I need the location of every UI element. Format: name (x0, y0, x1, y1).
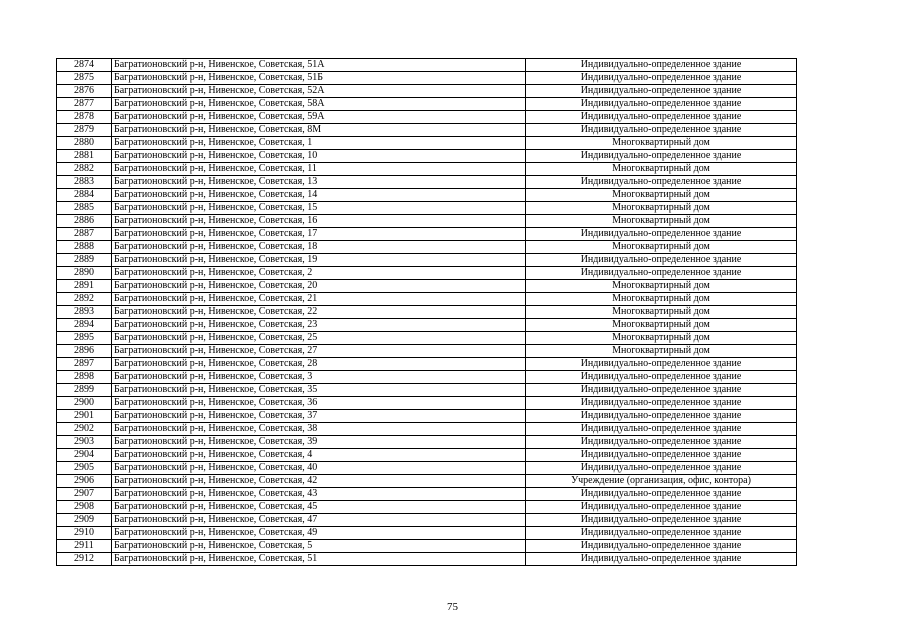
row-number-cell: 2903 (57, 436, 112, 449)
row-number-cell: 2909 (57, 514, 112, 527)
building-type-cell: Индивидуально-определенное здание (526, 436, 797, 449)
table-row (57, 410, 797, 423)
building-type-cell: Индивидуально-определенное здание (526, 371, 797, 384)
address-cell: Багратионовский р-н, Нивенское, Советская, 23 (112, 319, 526, 332)
building-type-cell: Индивидуально-определенное здание (526, 176, 797, 189)
table-row (57, 267, 797, 280)
table-row (57, 488, 797, 501)
row-number-cell: 2889 (57, 254, 112, 267)
table-row (57, 254, 797, 267)
building-type-cell: Индивидуально-определенное здание (526, 59, 797, 72)
building-type-cell: Индивидуально-определенное здание (526, 423, 797, 436)
table-row (57, 423, 797, 436)
row-number-cell: 2877 (57, 98, 112, 111)
table-row (57, 202, 797, 215)
table-row (57, 72, 797, 85)
row-number-cell: 2885 (57, 202, 112, 215)
address-cell: Багратионовский р-н, Нивенское, Советская, 19 (112, 254, 526, 267)
address-cell: Багратионовский р-н, Нивенское, Советская, 2 (112, 267, 526, 280)
address-cell: Багратионовский р-н, Нивенское, Советская, 58А (112, 98, 526, 111)
building-type-cell: Индивидуально-определенное здание (526, 540, 797, 553)
address-cell: Багратионовский р-н, Нивенское, Советская, 3 (112, 371, 526, 384)
building-type-cell: Индивидуально-определенное здание (526, 514, 797, 527)
row-number-cell: 2907 (57, 488, 112, 501)
building-type-cell: Индивидуально-определенное здание (526, 410, 797, 423)
address-cell: Багратионовский р-н, Нивенское, Советская, 43 (112, 488, 526, 501)
row-number-cell: 2897 (57, 358, 112, 371)
building-type-cell: Индивидуально-определенное здание (526, 397, 797, 410)
building-type-cell: Многоквартирный дом (526, 215, 797, 228)
table-row (57, 241, 797, 254)
table-row (57, 384, 797, 397)
row-number-cell: 2884 (57, 189, 112, 202)
building-type-cell: Индивидуально-определенное здание (526, 527, 797, 540)
table-row (57, 540, 797, 553)
table-row (57, 98, 797, 111)
address-cell: Багратионовский р-н, Нивенское, Советская, 52А (112, 85, 526, 98)
table-row (57, 371, 797, 384)
row-number-cell: 2895 (57, 332, 112, 345)
building-type-cell: Индивидуально-определенное здание (526, 98, 797, 111)
address-cell: Багратионовский р-н, Нивенское, Советская, 45 (112, 501, 526, 514)
address-cell: Багратионовский р-н, Нивенское, Советская, 40 (112, 462, 526, 475)
table-row (57, 436, 797, 449)
table-row (57, 332, 797, 345)
table-row (57, 59, 797, 72)
row-number-cell: 2901 (57, 410, 112, 423)
page-number: 75 (447, 601, 458, 613)
address-cell: Багратионовский р-н, Нивенское, Советская, 37 (112, 410, 526, 423)
building-type-cell: Индивидуально-определенное здание (526, 150, 797, 163)
row-number-cell: 2912 (57, 553, 112, 566)
table-row (57, 514, 797, 527)
building-type-cell: Многоквартирный дом (526, 189, 797, 202)
address-cell: Багратионовский р-н, Нивенское, Советская, 36 (112, 397, 526, 410)
table-row (57, 293, 797, 306)
address-cell: Багратионовский р-н, Нивенское, Советская, 27 (112, 345, 526, 358)
table-row (57, 306, 797, 319)
row-number-cell: 2876 (57, 85, 112, 98)
row-number-cell: 2905 (57, 462, 112, 475)
table-row (57, 85, 797, 98)
address-cell: Багратионовский р-н, Нивенское, Советская, 25 (112, 332, 526, 345)
row-number-cell: 2881 (57, 150, 112, 163)
address-cell: Багратионовский р-н, Нивенское, Советская, 51Б (112, 72, 526, 85)
table-row (57, 527, 797, 540)
building-type-cell: Учреждение (организация, офис, контора) (526, 475, 797, 488)
table-row (57, 124, 797, 137)
building-type-cell: Индивидуально-определенное здание (526, 72, 797, 85)
address-cell: Багратионовский р-н, Нивенское, Советская, 42 (112, 475, 526, 488)
address-cell: Багратионовский р-н, Нивенское, Советская, 47 (112, 514, 526, 527)
table-row (57, 189, 797, 202)
building-type-cell: Многоквартирный дом (526, 202, 797, 215)
row-number-cell: 2898 (57, 371, 112, 384)
row-number-cell: 2878 (57, 111, 112, 124)
building-type-cell: Многоквартирный дом (526, 319, 797, 332)
building-type-cell: Индивидуально-определенное здание (526, 449, 797, 462)
table-row (57, 150, 797, 163)
row-number-cell: 2896 (57, 345, 112, 358)
table-row (57, 111, 797, 124)
building-type-cell: Многоквартирный дом (526, 306, 797, 319)
address-cell: Багратионовский р-н, Нивенское, Советская, 8М (112, 124, 526, 137)
building-type-cell: Многоквартирный дом (526, 280, 797, 293)
row-number-cell: 2892 (57, 293, 112, 306)
building-type-cell: Индивидуально-определенное здание (526, 553, 797, 566)
row-number-cell: 2906 (57, 475, 112, 488)
building-type-cell: Индивидуально-определенное здание (526, 228, 797, 241)
table-row (57, 501, 797, 514)
address-cell: Багратионовский р-н, Нивенское, Советская, 51А (112, 59, 526, 72)
building-type-cell: Индивидуально-определенное здание (526, 124, 797, 137)
row-number-cell: 2904 (57, 449, 112, 462)
building-type-cell: Индивидуально-определенное здание (526, 462, 797, 475)
building-type-cell: Многоквартирный дом (526, 241, 797, 254)
table-row (57, 215, 797, 228)
address-cell: Багратионовский р-н, Нивенское, Советская, 16 (112, 215, 526, 228)
row-number-cell: 2879 (57, 124, 112, 137)
row-number-cell: 2886 (57, 215, 112, 228)
row-number-cell: 2894 (57, 319, 112, 332)
registry-table-body (57, 59, 797, 566)
address-cell: Багратионовский р-н, Нивенское, Советская, 14 (112, 189, 526, 202)
address-cell: Багратионовский р-н, Нивенское, Советская, 11 (112, 163, 526, 176)
row-number-cell: 2883 (57, 176, 112, 189)
row-number-cell: 2891 (57, 280, 112, 293)
address-cell: Багратионовский р-н, Нивенское, Советская, 49 (112, 527, 526, 540)
row-number-cell: 2902 (57, 423, 112, 436)
table-row (57, 449, 797, 462)
address-cell: Багратионовский р-н, Нивенское, Советская, 39 (112, 436, 526, 449)
table-row (57, 358, 797, 371)
address-cell: Багратионовский р-н, Нивенское, Советская, 21 (112, 293, 526, 306)
address-cell: Багратионовский р-н, Нивенское, Советская, 10 (112, 150, 526, 163)
building-type-cell: Индивидуально-определенное здание (526, 384, 797, 397)
table-row (57, 553, 797, 566)
building-type-cell: Многоквартирный дом (526, 332, 797, 345)
table-row (57, 397, 797, 410)
table-row (57, 163, 797, 176)
address-cell: Багратионовский р-н, Нивенское, Советская, 38 (112, 423, 526, 436)
address-cell: Багратионовский р-н, Нивенское, Советская, 5 (112, 540, 526, 553)
row-number-cell: 2887 (57, 228, 112, 241)
address-cell: Багратионовский р-н, Нивенское, Советская, 13 (112, 176, 526, 189)
address-cell: Багратионовский р-н, Нивенское, Советская, 1 (112, 137, 526, 150)
address-cell: Багратионовский р-н, Нивенское, Советская, 28 (112, 358, 526, 371)
address-cell: Багратионовский р-н, Нивенское, Советская, 4 (112, 449, 526, 462)
row-number-cell: 2880 (57, 137, 112, 150)
row-number-cell: 2911 (57, 540, 112, 553)
address-cell: Багратионовский р-н, Нивенское, Советская, 17 (112, 228, 526, 241)
building-type-cell: Индивидуально-определенное здание (526, 254, 797, 267)
table-row (57, 228, 797, 241)
table-row (57, 319, 797, 332)
registry-table (56, 58, 797, 566)
row-number-cell: 2888 (57, 241, 112, 254)
address-cell: Багратионовский р-н, Нивенское, Советская, 35 (112, 384, 526, 397)
building-type-cell: Многоквартирный дом (526, 293, 797, 306)
address-cell: Багратионовский р-н, Нивенское, Советская, 59А (112, 111, 526, 124)
row-number-cell: 2890 (57, 267, 112, 280)
table-row (57, 475, 797, 488)
address-cell: Багратионовский р-н, Нивенское, Советская, 20 (112, 280, 526, 293)
row-number-cell: 2893 (57, 306, 112, 319)
building-type-cell: Индивидуально-определенное здание (526, 267, 797, 280)
row-number-cell: 2910 (57, 527, 112, 540)
building-type-cell: Индивидуально-определенное здание (526, 501, 797, 514)
building-type-cell: Индивидуально-определенное здание (526, 488, 797, 501)
building-type-cell: Многоквартирный дом (526, 137, 797, 150)
row-number-cell: 2908 (57, 501, 112, 514)
table-row (57, 137, 797, 150)
row-number-cell: 2875 (57, 72, 112, 85)
building-type-cell: Индивидуально-определенное здание (526, 111, 797, 124)
building-type-cell: Многоквартирный дом (526, 345, 797, 358)
building-type-cell: Индивидуально-определенное здание (526, 358, 797, 371)
table-row (57, 176, 797, 189)
address-cell: Багратионовский р-н, Нивенское, Советская, 15 (112, 202, 526, 215)
table-row (57, 462, 797, 475)
row-number-cell: 2874 (57, 59, 112, 72)
building-type-cell: Многоквартирный дом (526, 163, 797, 176)
row-number-cell: 2900 (57, 397, 112, 410)
row-number-cell: 2899 (57, 384, 112, 397)
table-row (57, 280, 797, 293)
row-number-cell: 2882 (57, 163, 112, 176)
table-row (57, 345, 797, 358)
address-cell: Багратионовский р-н, Нивенское, Советская, 22 (112, 306, 526, 319)
address-cell: Багратионовский р-н, Нивенское, Советская, 18 (112, 241, 526, 254)
building-type-cell: Индивидуально-определенное здание (526, 85, 797, 98)
address-cell: Багратионовский р-н, Нивенское, Советская, 51 (112, 553, 526, 566)
